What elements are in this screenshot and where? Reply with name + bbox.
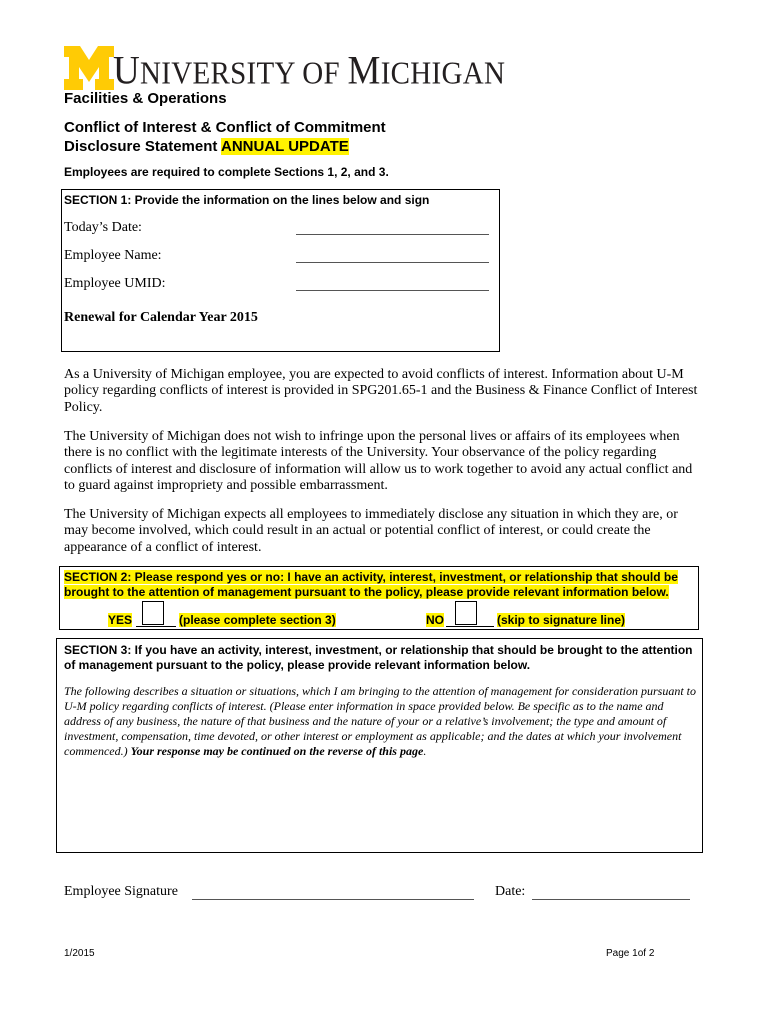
signature-date-label: Date: xyxy=(495,884,526,899)
employee-umid-field[interactable] xyxy=(296,290,489,291)
todays-date-label: Today’s Date: xyxy=(64,220,142,235)
continue-note: Your response may be continued on the reverse of this page xyxy=(130,744,424,758)
no-label: NO xyxy=(426,613,444,627)
todays-date-field[interactable] xyxy=(296,234,489,235)
policy-paragraph-3: The University of Michigan expects all employees to immediately disclose any situation in which they are, or may become involved, which could result in an actual or potential conflict of interest, or could create the appearance of a conflict of interest. xyxy=(64,507,678,555)
policy-paragraph-1: As a University of Michigan employee, you are expected to avoid conflicts of interest. Information about U-M policy regarding conflicts of interest is provided in SPG201.65-1 and the Business & Finance Conflict of Interest Policy. xyxy=(64,367,698,415)
form-title-line2: Disclosure Statement ANNUAL UPDATE xyxy=(64,138,349,155)
employee-signature-field[interactable] xyxy=(192,899,474,900)
section1-heading: SECTION 1: Provide the information on the lines below and sign xyxy=(64,193,430,207)
requirement-note: Employees are required to complete Sections 1, 2, and 3. xyxy=(64,165,389,179)
employee-name-field[interactable] xyxy=(296,262,489,263)
employee-signature-label: Employee Signature xyxy=(64,884,178,899)
page-number: Page 1of 2 xyxy=(606,948,655,959)
annual-update-highlight: ANNUAL UPDATE xyxy=(221,138,349,155)
department-name: Facilities & Operations xyxy=(64,90,227,107)
section1-box xyxy=(61,189,500,352)
no-checkbox[interactable] xyxy=(455,601,477,625)
employee-umid-label: Employee UMID: xyxy=(64,276,166,291)
section2-text: SECTION 2: Please respond yes or no: I have an activity, interest, investment, or relationship that should be brought to the attention of management pursuant to the policy, please provide relevant information below. xyxy=(64,570,678,599)
signature-date-field[interactable] xyxy=(532,899,690,900)
no-underline xyxy=(446,626,494,627)
section3-instructions: The following describes a situation or situations, which I am bringing to the attention of management for consideration pursuant to U-M policy regarding conflicts of interest. (Please enter information in space provided below. Be specific as to the name and address of any business, the nature of that business and the nature of your or a relative’s involvement; the type and amount of investment, compensation, time devoted, or other interest or employment as applicable; and the dates at which your involvement commenced.) Your response may be continued on the reverse of this page. xyxy=(64,684,696,758)
renewal-year: Renewal for Calendar Year 2015 xyxy=(64,310,258,325)
yes-label: YES xyxy=(108,613,133,627)
yes-note: (please complete section 3) xyxy=(179,613,336,627)
yes-underline xyxy=(136,626,176,627)
no-note: (skip to signature line) xyxy=(497,613,626,627)
form-title-line1: Conflict of Interest & Conflict of Commitment xyxy=(64,119,386,136)
employee-name-label: Employee Name: xyxy=(64,248,162,263)
university-block-m-logo xyxy=(64,46,114,90)
yes-checkbox[interactable] xyxy=(142,601,164,625)
section3-heading: SECTION 3: If you have an activity, interest, investment, or relationship that should be brought to the attention of management pursuant to the policy, please provide relevant information below. xyxy=(64,643,693,672)
university-wordmark: UNIVERSITY OF MICHIGAN xyxy=(113,49,506,94)
revision-date: 1/2015 xyxy=(64,948,95,959)
policy-paragraph-2: The University of Michigan does not wish to infringe upon the personal lives or affairs of its employees when there is no conflict with the legitimate interests of the University. Your observance of the policy regarding conflicts of interest and disclosure of information will allow us to work together to avoid any actual conflict and to guard against impropriety and possible embarrassment. xyxy=(64,429,693,493)
